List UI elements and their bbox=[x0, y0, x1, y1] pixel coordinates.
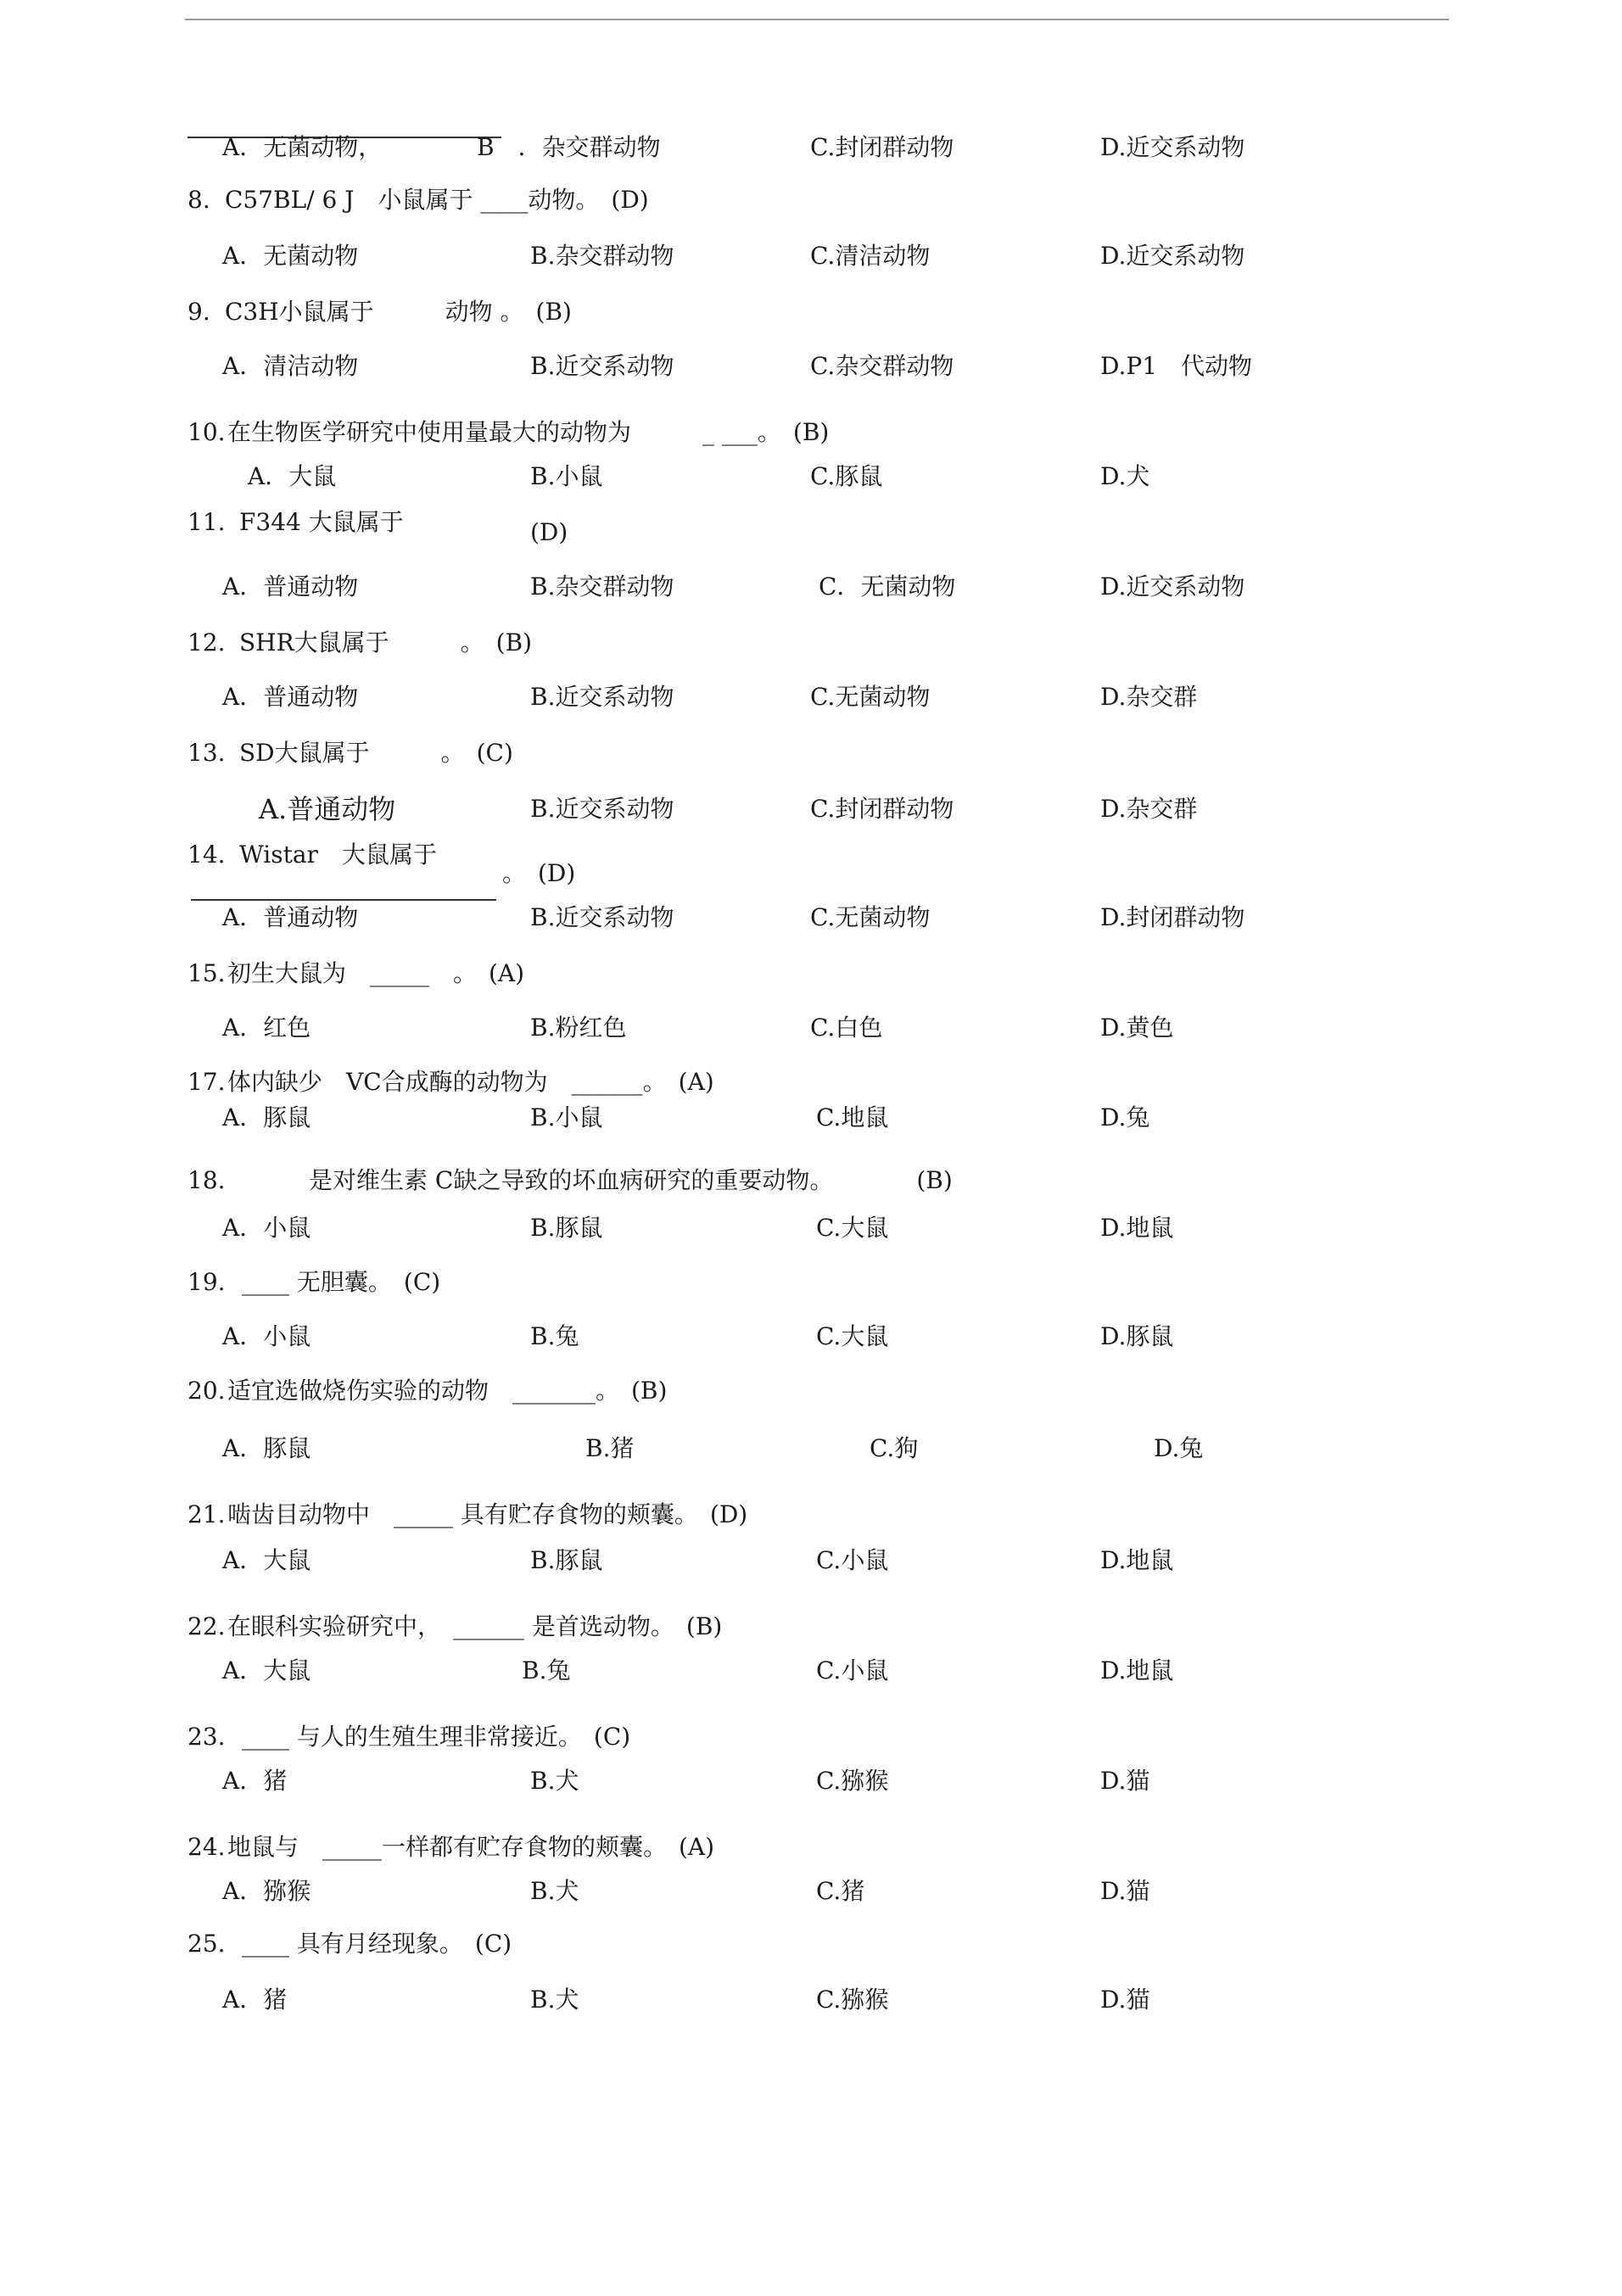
option-c: C.猕猴 bbox=[816, 1986, 889, 2014]
option-b: B.犬 bbox=[530, 1986, 579, 2014]
option-c: C.无菌动物 bbox=[810, 903, 931, 931]
question-number: 10. bbox=[187, 418, 226, 446]
option-a: A．普通动物 bbox=[222, 683, 359, 711]
option-a: A．普通动物 bbox=[222, 573, 359, 601]
question-number: 14. bbox=[187, 841, 226, 869]
option-b: B.犬 bbox=[530, 1767, 579, 1795]
question-number: 15. bbox=[187, 959, 226, 987]
question-number: 12. bbox=[187, 628, 226, 656]
option-b: B.粉红色 bbox=[530, 1014, 627, 1042]
question-number: 11. bbox=[187, 508, 226, 536]
option-b: B.近交系动物 bbox=[530, 795, 674, 823]
question-number: 24. bbox=[187, 1833, 226, 1861]
question-number: 25. bbox=[187, 1930, 226, 1958]
option-a: A．小鼠 bbox=[222, 1322, 311, 1350]
question-number: 22. bbox=[187, 1612, 226, 1640]
option-d: D.犬 bbox=[1100, 462, 1150, 490]
question-text: SD大鼠属于 。 (C) bbox=[239, 739, 513, 767]
option-b: B.近交系动物 bbox=[530, 903, 674, 931]
option-b: B.兔 bbox=[530, 1322, 579, 1350]
question-text: C3H小鼠属于 动物 。 (B) bbox=[225, 298, 572, 326]
option-a: A．无菌动物， bbox=[222, 133, 383, 161]
option-a: A．猕猴 bbox=[222, 1877, 311, 1905]
question-number: 9. bbox=[187, 298, 210, 326]
option-d: D.P1 代动物 bbox=[1100, 352, 1253, 380]
question-number: 20. bbox=[187, 1377, 226, 1405]
question-text: F344 大鼠属于 bbox=[239, 508, 404, 536]
option-d: D.猫 bbox=[1100, 1767, 1150, 1795]
question-text: 体内缺少 VC合成酶的动物为 ______。 (A) bbox=[227, 1068, 714, 1096]
question-number: 17. bbox=[187, 1068, 226, 1096]
question-number: 23. bbox=[187, 1723, 226, 1751]
option-d: D.杂交群 bbox=[1100, 795, 1198, 823]
answer-key: (D) bbox=[530, 518, 568, 546]
option-b: B.近交系动物 bbox=[530, 352, 674, 380]
option-d: D.杂交群 bbox=[1100, 683, 1198, 711]
option-d: D.封闭群动物 bbox=[1100, 903, 1245, 931]
question-number: 18. bbox=[187, 1166, 226, 1194]
option-c: C.猪 bbox=[816, 1877, 865, 1905]
option-c: C.小鼠 bbox=[816, 1546, 889, 1574]
option-c: C.白色 bbox=[810, 1014, 883, 1042]
option-d: D.黄色 bbox=[1100, 1014, 1174, 1042]
question-text: 在生物医学研究中使用量最大的动物为 _ ___。 (B) bbox=[227, 418, 830, 446]
option-c: C.大鼠 bbox=[816, 1214, 889, 1242]
option-a: A．大鼠 bbox=[222, 1656, 311, 1684]
header-rule bbox=[185, 19, 1449, 20]
option-c: C.无菌动物 bbox=[810, 683, 931, 711]
answer-key: 。 (D) bbox=[502, 859, 576, 887]
question-text: 初生大鼠为 _____ 。 (A) bbox=[227, 959, 525, 987]
question-text: ____ 具有月经现象。 (C) bbox=[242, 1930, 512, 1958]
option-d: D.兔 bbox=[1100, 1103, 1150, 1131]
option-c: C.狗 bbox=[870, 1434, 919, 1462]
option-d: D.近交系动物 bbox=[1100, 573, 1245, 601]
option-c: C.清洁动物 bbox=[810, 242, 931, 270]
option-a: A．大鼠 bbox=[248, 462, 337, 490]
question-number: 13. bbox=[187, 739, 226, 767]
option-b: B.猪 bbox=[585, 1434, 635, 1462]
option-a: A．清洁动物 bbox=[222, 352, 359, 380]
option-d: D.近交系动物 bbox=[1100, 133, 1245, 161]
option-d: D.地鼠 bbox=[1100, 1656, 1174, 1684]
option-b: B.近交系动物 bbox=[530, 683, 674, 711]
option-b: B.杂交群动物 bbox=[530, 573, 674, 601]
option-a: A．普通动物 bbox=[222, 903, 359, 931]
option-c: C.猕猴 bbox=[816, 1767, 889, 1795]
option-a: A.普通动物 bbox=[259, 793, 396, 825]
option-c: C.地鼠 bbox=[816, 1103, 889, 1131]
option-d: D.猫 bbox=[1100, 1986, 1150, 2014]
option-b: B.小鼠 bbox=[530, 462, 603, 490]
question-text: 在眼科实验研究中， ______ 是首选动物。 (B) bbox=[227, 1612, 723, 1640]
option-a: A．猪 bbox=[222, 1986, 288, 2014]
option-d: D.地鼠 bbox=[1100, 1214, 1174, 1242]
option-a: A．无菌动物 bbox=[222, 242, 359, 270]
option-b: B.犬 bbox=[530, 1877, 579, 1905]
option-a: A．红色 bbox=[222, 1014, 311, 1042]
question-number: 19. bbox=[187, 1268, 226, 1296]
question-text: 啮齿目动物中 _____ 具有贮存食物的颊囊。 (D) bbox=[227, 1500, 748, 1528]
option-c: C.小鼠 bbox=[816, 1656, 889, 1684]
option-c: C.大鼠 bbox=[816, 1322, 889, 1350]
blank-underline bbox=[191, 899, 496, 901]
option-a: A．小鼠 bbox=[222, 1214, 311, 1242]
question-text: 地鼠与 _____一样都有贮存食物的颊囊。 (A) bbox=[227, 1833, 715, 1861]
option-b: B ．杂交群动物 bbox=[477, 133, 661, 161]
option-b: B.兔 bbox=[522, 1656, 571, 1684]
option-d: D.近交系动物 bbox=[1100, 242, 1245, 270]
option-a: A．豚鼠 bbox=[222, 1103, 311, 1131]
question-text: SHR大鼠属于 。 (B) bbox=[239, 628, 533, 656]
question-text: 是对维生素 C缺之导致的坏血病研究的重要动物。 (B) bbox=[238, 1166, 953, 1194]
option-c: C.杂交群动物 bbox=[810, 352, 954, 380]
option-d: D.地鼠 bbox=[1100, 1546, 1174, 1574]
option-c: C.封闭群动物 bbox=[810, 133, 954, 161]
option-c: C．无菌动物 bbox=[819, 573, 956, 601]
option-a: A．大鼠 bbox=[222, 1546, 311, 1574]
option-b: B.豚鼠 bbox=[530, 1546, 603, 1574]
question-text: ____ 与人的生殖生理非常接近。 (C) bbox=[242, 1723, 631, 1751]
question-text: 适宜选做烧伤实验的动物 _______。 (B) bbox=[227, 1377, 668, 1405]
question-text: C57BL/ 6 J 小鼠属于 ____动物。 (D) bbox=[225, 186, 649, 214]
option-c: C.豚鼠 bbox=[810, 462, 883, 490]
option-d: D.兔 bbox=[1154, 1434, 1204, 1462]
question-number: 8. bbox=[187, 186, 210, 214]
option-b: B.豚鼠 bbox=[530, 1214, 603, 1242]
option-a: A．猪 bbox=[222, 1767, 288, 1795]
option-a: A．豚鼠 bbox=[222, 1434, 311, 1462]
question-text: Wistar 大鼠属于 bbox=[239, 841, 437, 869]
question-number: 21. bbox=[187, 1500, 226, 1528]
option-d: D.猫 bbox=[1100, 1877, 1150, 1905]
option-b: B.杂交群动物 bbox=[530, 242, 674, 270]
question-text: ____ 无胆囊。 (C) bbox=[242, 1268, 441, 1296]
option-c: C.封闭群动物 bbox=[810, 795, 954, 823]
option-d: D.豚鼠 bbox=[1100, 1322, 1174, 1350]
option-b: B.小鼠 bbox=[530, 1103, 603, 1131]
